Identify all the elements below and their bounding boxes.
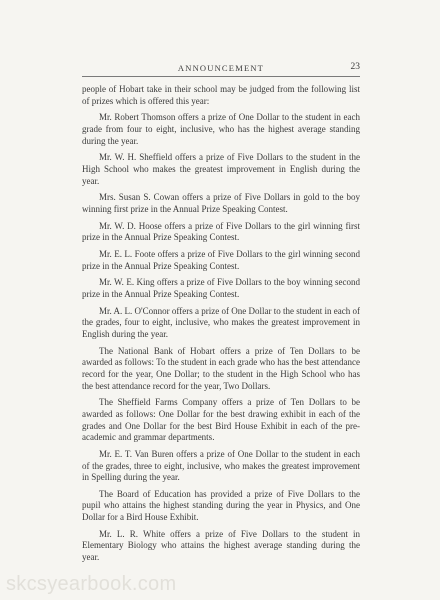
prize-paragraph-oconnor: Mr. A. L. O'Connor offers a prize of One Dollar to the student in each of the grades, four to eight, inclusive, who makes the greatest improvement in English during the year. [82,305,360,339]
prize-paragraph-cowan: Mrs. Susan S. Cowan offers a prize of Five Dollars in gold to the boy winning first prize in the Annual Prize Speaking Contest. [82,192,360,214]
prize-paragraph-van-buren: Mr. E. T. Van Buren offers a prize of One Dollar to the student in each of the grades, three to eight, inclusive, who makes the greatest improvement in Spelling during the year. [82,448,360,483]
prize-paragraph-foote: Mr. E. L. Foote offers a prize of Five Dollars to the girl winning second prize in the Annual Prize Speaking Contest. [82,249,360,271]
page-number: 23 [350,62,360,72]
prize-paragraph-sheffield-farms: The Sheffield Farms Company offers a prize of Ten Dollars to be awarded as follows: One Dollar for the best drawing exhibit in each of the grades and One Dollar for the best Bird House Exhibit in each of the pre-academic and grammar departments. [82,397,360,443]
running-title: ANNOUNCEMENT [177,63,265,73]
prize-paragraph-national-bank: The National Bank of Hobart offers a prize of Ten Dollars to be awarded as follows: To the student in each grade who has the best attendance record for the year, One Dollar; to the student in the High School who has the best attendance record for the year, Two Dollars. [82,345,360,391]
prize-paragraph-sheffield: Mr. W. H. Sheffield offers a prize of Five Dollars to the student in the High School who makes the greatest improvement in English during the year. [82,152,360,186]
prize-paragraph-hoose: Mr. W. D. Hoose offers a prize of Five Dollars to the girl winning first prize in the Annual Prize Speaking Contest. [82,220,360,243]
prize-paragraph-thomson: Mr. Robert Thomson offers a prize of One Dollar to the student in each grade from four to eight, inclusive, who has the highest average standing during the year. [82,112,360,146]
intro-paragraph: people of Hobart take in their school may be judged from the following list of prizes which is offered this year: [82,84,360,106]
site-watermark: skcsyearbook.com [6,573,177,595]
page-header [82,62,360,77]
prize-paragraph-board-of-education: The Board of Education has provided a prize of Five Dollars to the pupil who attains the highest standing during the year in Physics, and One Dollar for a Bird House Exhibit. [82,488,360,523]
announcement-body [82,84,360,569]
prize-paragraph-king: Mr. W. E. King offers a prize of Five Dollars to the boy winning second prize in the Annual Prize Speaking Contest. [82,277,360,300]
prize-paragraph-white: Mr. L. R. White offers a prize of Five Dollars to the student in Elementary Biology who attains the highest average standing during the year. [82,528,360,563]
